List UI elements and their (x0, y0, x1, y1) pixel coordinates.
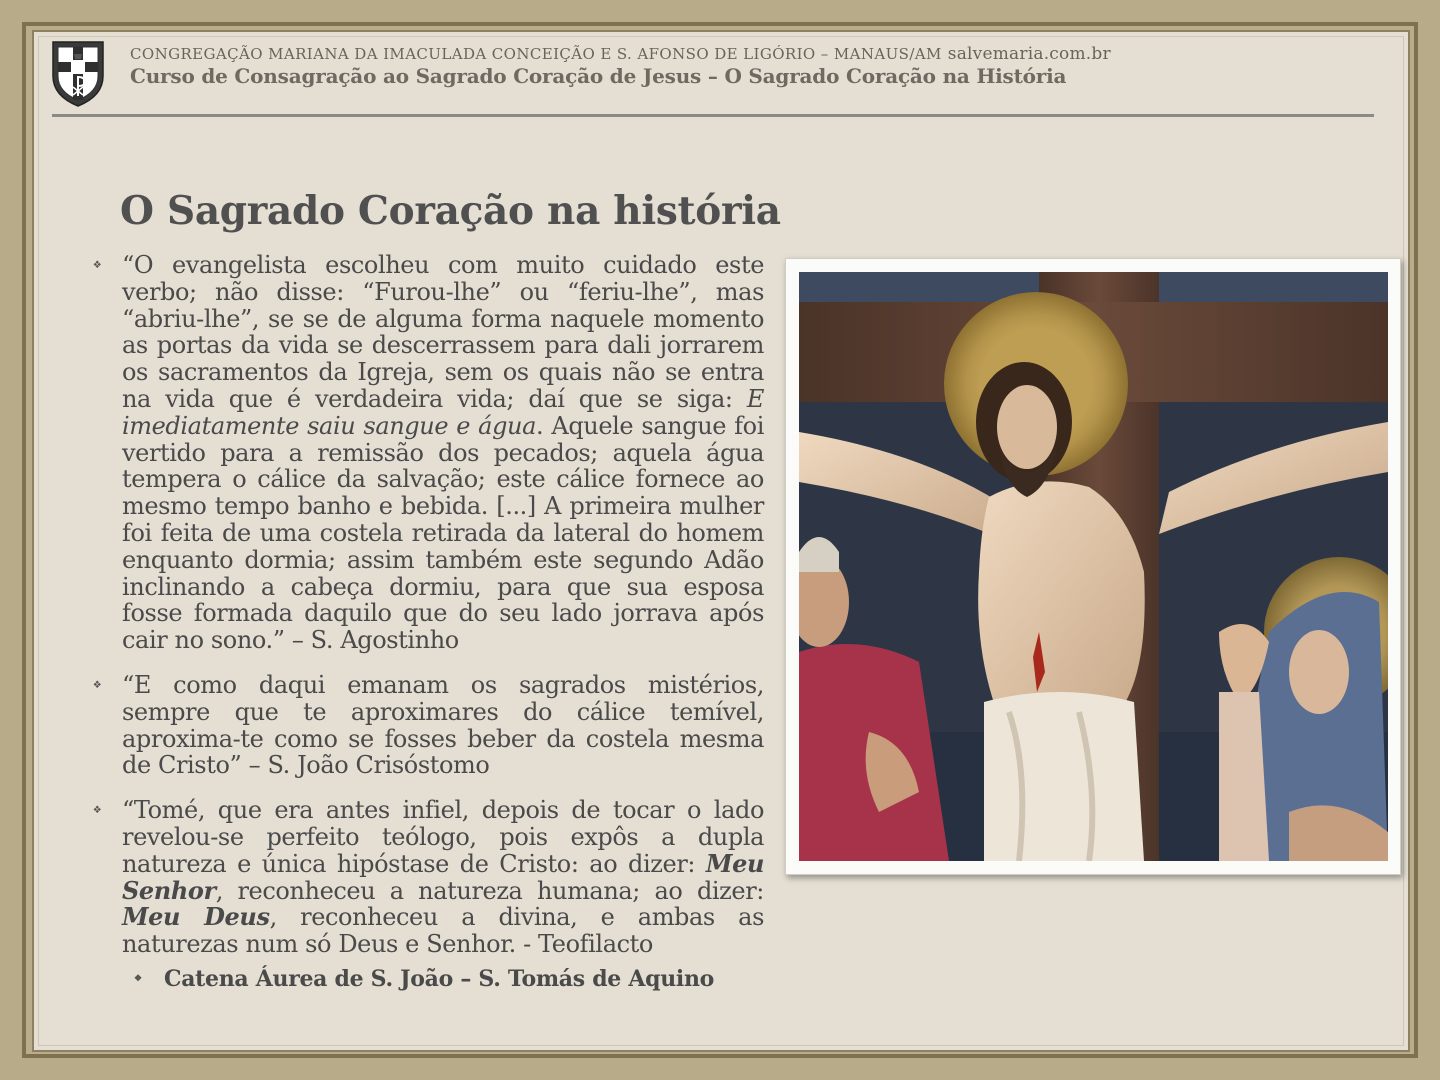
diamond-bullet-icon: ❖ (92, 260, 102, 271)
website-link[interactable]: salvemaria.com.br (947, 44, 1111, 64)
scripture-citation: E imediatamente saiu sangue e água (122, 384, 764, 440)
emphasis-meu-deus: Meu Deus (122, 902, 270, 932)
diamond-bullet-icon: ❖ (92, 805, 102, 817)
diamond-bullet-icon: ❖ (134, 973, 142, 984)
organization-name: CONGREGAÇÃO MARIANA DA IMACULADA CONCEIÇÃO E S. AFONSO DE LIGÓRIO – MANAUS/AM (130, 45, 942, 63)
emphasis-meu-senhor: Meu Senhor (122, 848, 764, 905)
quote-augustine: ❖ “O evangelista escolheu com muito cuidado este verbo; não disse: “Furou-lhe” ou “feriu-lhe”, mas “abriu-lhe”, se se de alguma forma naquele momento as portas da vida se descerrassem para dali jorrarem os sacramentos da Igreja, sem os quais não se entra na vida que é verdadeira vida; daí que se siga: E imediatamente saiu sangue e água. Aquele sangue foi vertido para a remissão dos pecados; aquela água tempera o cálice da salvação; este cálice fornece ao mesmo tempo banho e bebida. [...] A primeira mulher foi feita de uma costela retirada da lateral do homem enquanto dormia; assim também este segundo Adão inclinando a cabeça dormiu, para que sua esposa fosse formada daquilo que do seu lado jorrava após cair no sono.” – S. Agostinho (92, 251, 764, 655)
organization-header (130, 44, 1111, 64)
course-subtitle: Curso de Consagração ao Sagrado Coração de Jesus – O Sagrado Coração na História (130, 64, 1067, 88)
quote-chrysostom: ❖ “E como daqui emanam os sagrados mistérios, sempre que te aproximares do cálice temível, aproxima-te como se fosses beber da costela mesma de Cristo” – S. João Crisóstomo (92, 670, 764, 780)
diamond-bullet-icon: ❖ (92, 679, 102, 691)
quote-list (92, 252, 764, 992)
header-divider (52, 114, 1374, 117)
chi-rho-shield-icon (50, 38, 106, 108)
source-citation: ❖ Catena Áurea de S. João – S. Tomás de Aquino (134, 965, 715, 992)
crucifixion-image-frame (785, 258, 1401, 875)
slide-title: O Sagrado Coração na história (120, 188, 781, 234)
crucifixion-statue-image (799, 272, 1388, 861)
quote-theophylact: ❖ “Tomé, que era antes infiel, depois de tocar o lado revelou-se perfeito teólogo, pois expôs a dupla natureza e única hipóstase de Cristo: ao dizer: Meu Senhor, reconheceu a natureza humana; ao dizer: Meu Deus, reconheceu a divina, e ambas as naturezas num só Deus e Senhor. - Teofilacto (92, 796, 764, 959)
